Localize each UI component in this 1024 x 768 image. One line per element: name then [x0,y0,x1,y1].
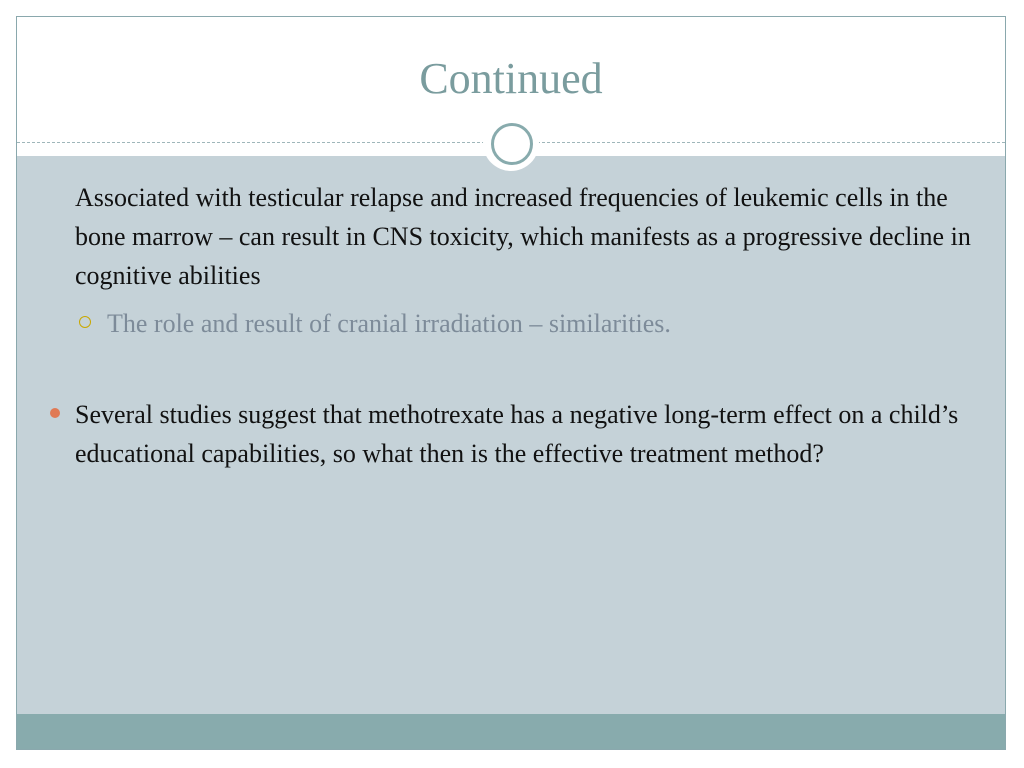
sub-bullet-text: The role and result of cranial irradiation – similarities. [107,309,671,338]
filled-circle-bullet-icon [50,408,60,418]
hollow-circle-bullet-icon [79,316,91,328]
medallion-ring [491,123,533,165]
bullet-2-text: Several studies suggest that methotrexate has a negative long-term effect on a child’s educational capabilities, so what then is the effective treatment method? [75,400,959,468]
footer-band [17,714,1005,749]
slide [16,16,1006,750]
ring-medallion-icon [483,115,539,171]
paragraph-1: Associated with testicular relapse and increased frequencies of leukemic cells in the bone marrow – can result in CNS toxicity, which manifests as a progressive decline in cognitive abilities [75,183,971,290]
slide-title: Continued [419,54,603,103]
